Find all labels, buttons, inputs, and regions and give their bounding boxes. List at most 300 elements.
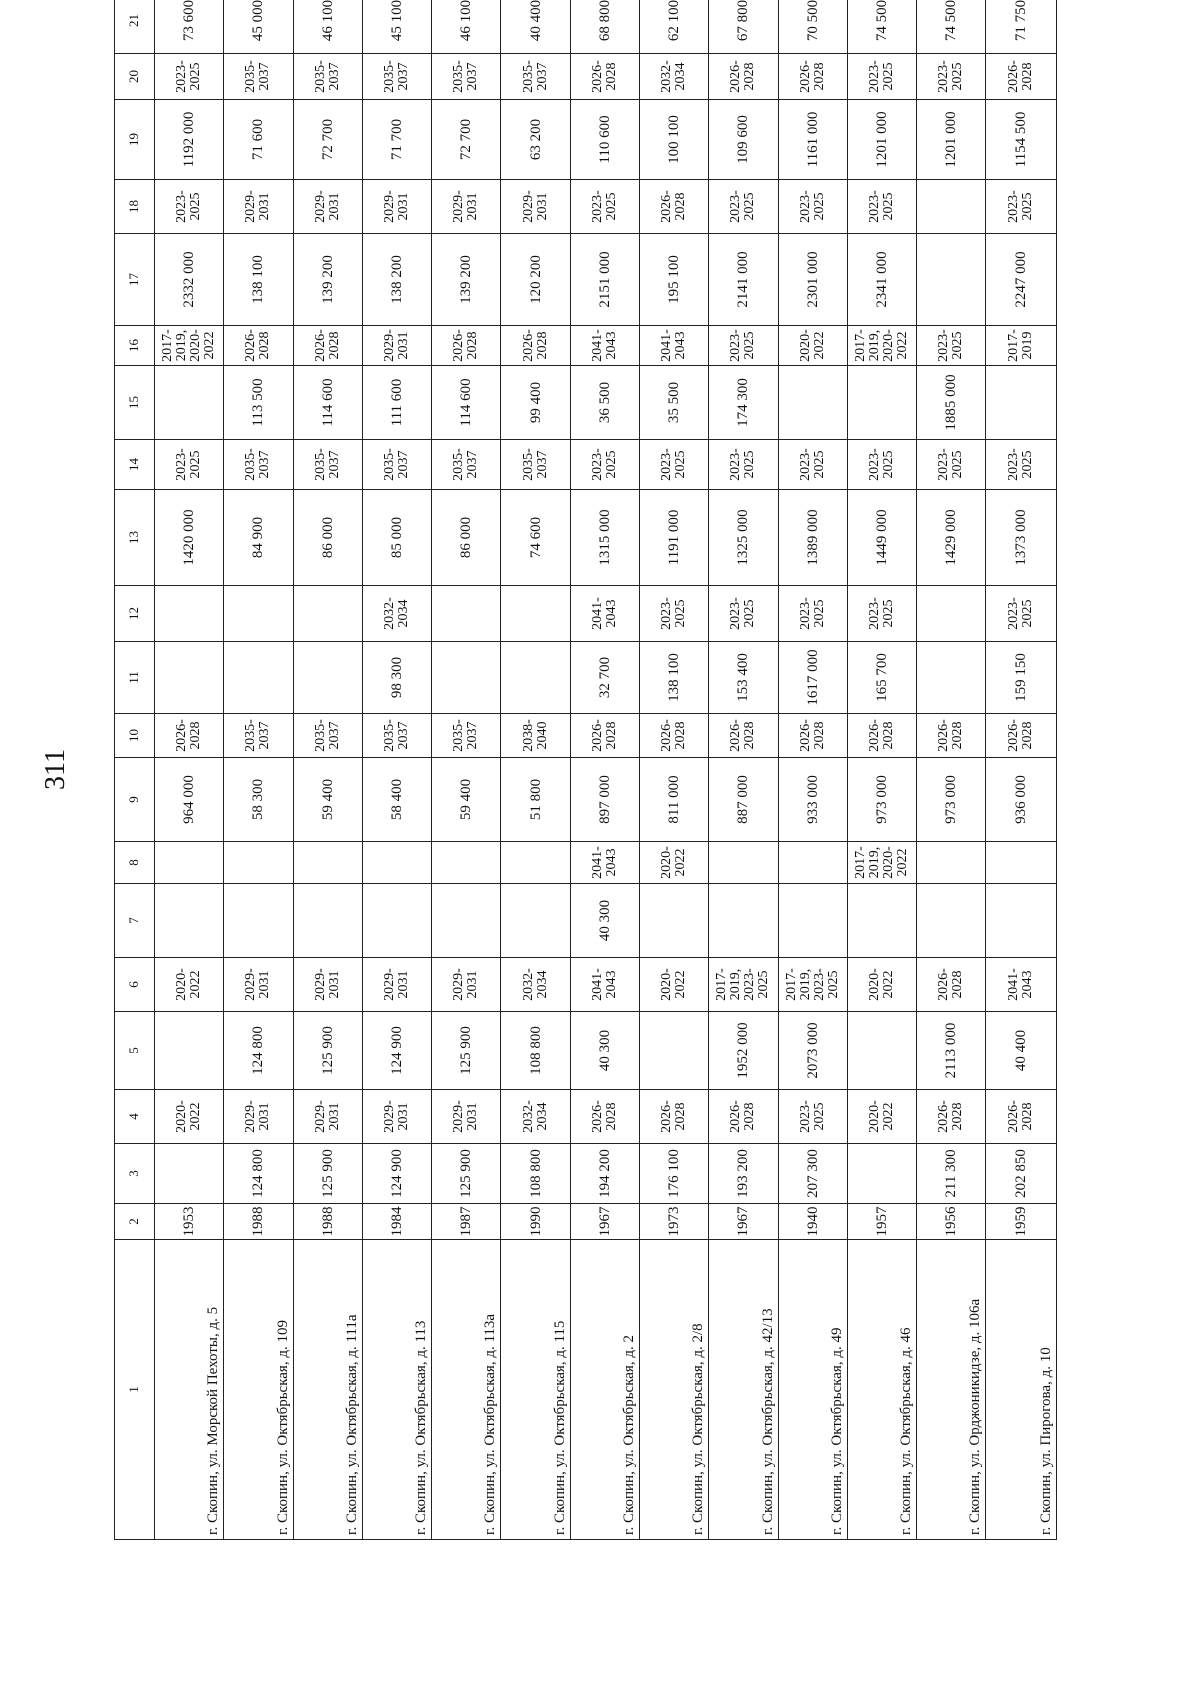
table-cell: 2035- 2037 [293,714,362,758]
table-cell [917,884,986,958]
table-cell: 1161 000 [778,100,847,180]
table-cell: 936 000 [986,758,1057,842]
table-cell: 2035- 2037 [432,714,501,758]
header-cell: 4 [115,1090,155,1144]
header-cell: 1 [115,1240,155,1540]
table-cell: 2026- 2028 [917,958,986,1012]
table-cell: 1617 000 [778,642,847,714]
table-cell: 2332 000 [154,234,223,326]
header-cell: 15 [115,366,155,440]
table-cell: 40 300 [570,884,639,958]
table-cell: 110 600 [570,100,639,180]
table-cell: 2023- 2025 [709,180,778,234]
table-cell: 2023- 2025 [709,326,778,366]
table-cell: 2026- 2028 [778,54,847,100]
table-cell: 125 900 [293,1144,362,1204]
table-cell: 1449 000 [847,490,916,586]
table-cell [432,642,501,714]
table-cell: 2029- 2031 [224,180,293,234]
table-cell [778,366,847,440]
table-cell: 1987 [432,1204,501,1240]
table-cell: 159 150 [986,642,1057,714]
table-cell: 2029- 2031 [432,958,501,1012]
table-cell: 2023- 2025 [639,440,708,490]
table-cell: 2035- 2037 [501,54,570,100]
table-cell: 2029- 2031 [362,1090,431,1144]
table-cell [501,842,570,884]
table-cell: 2035- 2037 [293,440,362,490]
table-cell: 2026- 2028 [570,1090,639,1144]
table-cell: 35 500 [639,366,708,440]
table-cell: 1956 [917,1204,986,1240]
table-cell [709,842,778,884]
table-cell: 74 500 [847,0,916,54]
table-cell: 40 400 [501,0,570,54]
address-cell: г. Скопин, ул. Октябрьская, д. 42/13 [709,1240,778,1540]
address-cell: г. Скопин, ул. Октябрьская, д. 2/8 [639,1240,708,1540]
table-cell: 1154 500 [986,100,1057,180]
table-cell [293,842,362,884]
table-cell: 2017- 2019, 2023- 2025 [778,958,847,1012]
table-cell: 2041- 2043 [639,326,708,366]
table-cell: 74 600 [501,490,570,586]
table-cell: 897 000 [570,758,639,842]
table-cell: 138 100 [224,234,293,326]
table-cell: 2029- 2031 [501,180,570,234]
table-cell: 2029- 2031 [432,1090,501,1144]
table-cell: 2026- 2028 [432,326,501,366]
header-cell: 12 [115,586,155,642]
table-cell: 2023- 2025 [778,1090,847,1144]
table-cell: 68 800 [570,0,639,54]
table-row [917,0,986,1540]
table-cell [778,842,847,884]
table-cell: 2026- 2028 [501,326,570,366]
table-cell: 45 000 [224,0,293,54]
table-cell: 1988 [293,1204,362,1240]
table-cell [293,586,362,642]
table-cell: 109 600 [709,100,778,180]
table-cell: 2023- 2025 [917,54,986,100]
table-cell: 2023- 2025 [639,586,708,642]
table-cell: 2026- 2028 [917,714,986,758]
table-cell: 2023- 2025 [847,586,916,642]
table-cell [501,586,570,642]
table-cell: 98 300 [362,642,431,714]
table-cell: 2026- 2028 [709,1090,778,1144]
table-cell: 2017- 2019, 2023- 2025 [709,958,778,1012]
table-cell: 2041- 2043 [570,586,639,642]
table-cell: 2023- 2025 [986,586,1057,642]
table-row [986,0,1057,1540]
table-cell: 2029- 2031 [224,1090,293,1144]
header-cell: 9 [115,758,155,842]
address-cell: г. Скопин, ул. Морской Пехоты, д. 5 [154,1240,223,1540]
table-cell [154,842,223,884]
table-cell: 2026- 2028 [639,180,708,234]
table-cell: 36 500 [570,366,639,440]
table-cell: 70 500 [778,0,847,54]
data-table [114,0,1057,1540]
table-cell: 2023- 2025 [570,180,639,234]
table-cell [154,642,223,714]
table-cell: 964 000 [154,758,223,842]
table-row [362,0,431,1540]
table-cell: 2020- 2022 [639,842,708,884]
table-cell: 86 000 [293,490,362,586]
table-cell: 114 600 [432,366,501,440]
table-cell: 2023- 2025 [709,440,778,490]
header-cell: 7 [115,884,155,958]
table-cell: 67 800 [709,0,778,54]
rotated-table-container [114,0,1057,1540]
table-row [639,0,708,1540]
header-cell: 2 [115,1204,155,1240]
table-cell: 2026- 2028 [224,326,293,366]
table-cell: 32 700 [570,642,639,714]
table-cell: 139 200 [432,234,501,326]
table-cell: 1192 000 [154,100,223,180]
table-cell [154,1012,223,1090]
table-cell: 2026- 2028 [986,54,1057,100]
table-row [224,0,293,1540]
table-cell: 2017- 2019 [986,326,1057,366]
table-cell: 973 000 [917,758,986,842]
table-cell: 194 200 [570,1144,639,1204]
address-cell: г. Скопин, ул. Октябрьская, д. 109 [224,1240,293,1540]
table-cell: 2035- 2037 [432,54,501,100]
table-cell: 71 750 [986,0,1057,54]
table-cell: 46 100 [293,0,362,54]
table-cell: 2026- 2028 [709,54,778,100]
table-cell: 2301 000 [778,234,847,326]
table-cell [224,642,293,714]
table-cell: 120 200 [501,234,570,326]
table-cell: 2029- 2031 [362,958,431,1012]
header-cell: 17 [115,234,155,326]
table-row [154,0,223,1540]
table-cell: 2026- 2028 [639,714,708,758]
table-cell: 2017- 2019, 2020- 2022 [154,326,223,366]
table-cell: 2041- 2043 [570,842,639,884]
address-cell: г. Скопин, ул. Орджоникидзе, д. 106а [917,1240,986,1540]
table-cell: 1957 [847,1204,916,1240]
table-cell: 973 000 [847,758,916,842]
table-cell [154,1144,223,1204]
header-cell: 13 [115,490,155,586]
table-cell: 58 400 [362,758,431,842]
table-row [432,0,501,1540]
address-cell: г. Скопин, ул. Октябрьская, д. 115 [501,1240,570,1540]
table-cell: 176 100 [639,1144,708,1204]
table-cell: 2023- 2025 [917,326,986,366]
table-cell [917,180,986,234]
table-cell: 2026- 2028 [917,1090,986,1144]
table-cell: 2023- 2025 [847,440,916,490]
table-cell [224,842,293,884]
table-cell: 99 400 [501,366,570,440]
table-cell: 174 300 [709,366,778,440]
header-cell: 21 [115,0,155,54]
table-cell: 51 800 [501,758,570,842]
table-cell: 2026- 2028 [709,714,778,758]
table-cell: 2035- 2037 [501,440,570,490]
table-cell [847,1144,916,1204]
table-cell: 1967 [570,1204,639,1240]
table-cell [847,1012,916,1090]
table-cell: 1201 000 [917,100,986,180]
table-cell: 45 100 [362,0,431,54]
table-cell: 2023- 2025 [847,54,916,100]
table-cell [639,884,708,958]
table-cell: 2026- 2028 [986,1090,1057,1144]
table-cell: 2032- 2034 [362,586,431,642]
table-cell: 811 000 [639,758,708,842]
table-cell: 58 300 [224,758,293,842]
table-cell: 2032- 2034 [501,958,570,1012]
table-cell [917,586,986,642]
table-cell: 2035- 2037 [293,54,362,100]
table-cell [709,884,778,958]
table-cell [986,884,1057,958]
header-cell: 10 [115,714,155,758]
table-cell [639,1012,708,1090]
table-cell: 207 300 [778,1144,847,1204]
table-cell: 2035- 2037 [224,440,293,490]
table-cell: 124 800 [224,1144,293,1204]
table-cell: 195 100 [639,234,708,326]
table-cell: 2023- 2025 [570,440,639,490]
table-cell: 2026- 2028 [154,714,223,758]
table-cell: 153 400 [709,642,778,714]
table-cell: 125 900 [432,1012,501,1090]
table-cell: 2247 000 [986,234,1057,326]
table-cell: 887 000 [709,758,778,842]
table-cell: 1940 [778,1204,847,1240]
table-cell: 2032- 2034 [639,54,708,100]
table-cell: 2023- 2025 [778,180,847,234]
table-cell: 1990 [501,1204,570,1240]
table-cell: 59 400 [432,758,501,842]
table-cell: 1420 000 [154,490,223,586]
table-cell [362,842,431,884]
table-cell: 2026- 2028 [986,714,1057,758]
table-cell: 63 200 [501,100,570,180]
table-cell: 2023- 2025 [847,180,916,234]
table-cell: 84 900 [224,490,293,586]
table-cell: 2073 000 [778,1012,847,1090]
table-cell: 1373 000 [986,490,1057,586]
table-cell: 1973 [639,1204,708,1240]
table-cell: 2023- 2025 [986,440,1057,490]
table-cell [224,586,293,642]
table-cell: 85 000 [362,490,431,586]
table-cell: 124 800 [224,1012,293,1090]
address-cell: г. Скопин, ул. Октябрьская, д. 113а [432,1240,501,1540]
table-cell [501,642,570,714]
table-cell [432,884,501,958]
table-cell: 125 900 [432,1144,501,1204]
table-cell [432,842,501,884]
table-cell: 2020- 2022 [847,1090,916,1144]
header-cell: 8 [115,842,155,884]
table-cell: 2041- 2043 [570,958,639,1012]
table-cell: 1201 000 [847,100,916,180]
table-cell [847,366,916,440]
table-row [570,0,639,1540]
table-cell: 114 600 [293,366,362,440]
table-cell: 202 850 [986,1144,1057,1204]
table-cell: 2035- 2037 [224,714,293,758]
table-cell: 2017- 2019, 2020- 2022 [847,842,916,884]
table-cell [501,884,570,958]
page-number: 311 [40,749,71,790]
table-cell: 2023- 2025 [986,180,1057,234]
table-cell: 72 700 [293,100,362,180]
table-cell: 2035- 2037 [362,54,431,100]
address-cell: г. Скопин, ул. Пирогова, д. 10 [986,1240,1057,1540]
table-cell [917,642,986,714]
table-cell: 74 500 [917,0,986,54]
table-cell: 2026- 2028 [570,714,639,758]
table-cell: 73 600 [154,0,223,54]
table-cell: 1191 000 [639,490,708,586]
table-cell [917,234,986,326]
table-cell: 40 400 [986,1012,1057,1090]
table-cell: 2151 000 [570,234,639,326]
table-cell [362,884,431,958]
table-cell: 1429 000 [917,490,986,586]
table-cell: 62 100 [639,0,708,54]
table-cell: 1967 [709,1204,778,1240]
header-cell: 18 [115,180,155,234]
table-cell: 1953 [154,1204,223,1240]
table-cell: 2023- 2025 [154,54,223,100]
table-row [293,0,362,1540]
table-cell: 71 600 [224,100,293,180]
table-cell: 113 500 [224,366,293,440]
table-cell [432,586,501,642]
table-cell: 59 400 [293,758,362,842]
table-cell: 2026- 2028 [847,714,916,758]
table-cell: 108 800 [501,1012,570,1090]
table-cell: 2020- 2022 [847,958,916,1012]
table-cell [986,366,1057,440]
table-cell: 2029- 2031 [362,326,431,366]
table-cell: 2029- 2031 [293,180,362,234]
header-cell: 14 [115,440,155,490]
table-cell: 1984 [362,1204,431,1240]
table-cell [778,884,847,958]
table-cell: 2023- 2025 [709,586,778,642]
table-cell: 2020- 2022 [154,1090,223,1144]
table-cell: 2020- 2022 [639,958,708,1012]
table-cell: 2026- 2028 [293,326,362,366]
table-row [709,0,778,1540]
table-cell: 2035- 2037 [224,54,293,100]
header-cell: 16 [115,326,155,366]
address-cell: г. Скопин, ул. Октябрьская, д. 46 [847,1240,916,1540]
table-cell: 46 100 [432,0,501,54]
table-cell: 2026- 2028 [570,54,639,100]
header-cell: 5 [115,1012,155,1090]
table-cell: 2029- 2031 [362,180,431,234]
table-cell: 165 700 [847,642,916,714]
table-cell: 2020- 2022 [154,958,223,1012]
table-cell [293,642,362,714]
table-cell: 2038- 2040 [501,714,570,758]
table-cell: 211 300 [917,1144,986,1204]
table-cell: 1959 [986,1204,1057,1240]
address-cell: г. Скопин, ул. Октябрьская, д. 111а [293,1240,362,1540]
table-cell: 71 700 [362,100,431,180]
table-cell: 2035- 2037 [432,440,501,490]
table-cell: 139 200 [293,234,362,326]
table-cell: 2023- 2025 [154,440,223,490]
table-cell [154,884,223,958]
table-cell [917,842,986,884]
table-cell: 1952 000 [709,1012,778,1090]
table-cell: 2029- 2031 [293,958,362,1012]
table-cell: 2041- 2043 [986,958,1057,1012]
table-cell: 2026- 2028 [778,714,847,758]
table-cell: 40 300 [570,1012,639,1090]
address-cell: г. Скопин, ул. Октябрьская, д. 2 [570,1240,639,1540]
table-row [501,0,570,1540]
table-cell: 100 100 [639,100,708,180]
table-cell: 138 200 [362,234,431,326]
table-cell [224,884,293,958]
table-cell: 111 600 [362,366,431,440]
table-cell: 2026- 2028 [639,1090,708,1144]
table-cell: 2113 000 [917,1012,986,1090]
table-cell: 72 700 [432,100,501,180]
table-cell: 138 100 [639,642,708,714]
table-cell: 2023- 2025 [778,586,847,642]
table-cell [154,366,223,440]
table-cell: 2023- 2025 [778,440,847,490]
table-cell: 2035- 2037 [362,440,431,490]
table-cell: 2020- 2022 [778,326,847,366]
table-cell: 1389 000 [778,490,847,586]
table-cell: 1885 000 [917,366,986,440]
table-cell: 1315 000 [570,490,639,586]
address-cell: г. Скопин, ул. Октябрьская, д. 49 [778,1240,847,1540]
header-cell: 6 [115,958,155,1012]
table-cell: 86 000 [432,490,501,586]
table-cell: 1325 000 [709,490,778,586]
table-cell: 2341 000 [847,234,916,326]
header-cell: 20 [115,54,155,100]
table-cell: 1988 [224,1204,293,1240]
address-cell: г. Скопин, ул. Октябрьская, д. 113 [362,1240,431,1540]
table-cell: 125 900 [293,1012,362,1090]
table-row [778,0,847,1540]
table-cell: 2029- 2031 [293,1090,362,1144]
table-cell: 2032- 2034 [501,1090,570,1144]
table-cell [847,884,916,958]
header-cell: 19 [115,100,155,180]
table-cell: 124 900 [362,1144,431,1204]
table-cell: 2029- 2031 [224,958,293,1012]
table-cell: 2035- 2037 [362,714,431,758]
table-cell: 193 200 [709,1144,778,1204]
table-cell: 2041- 2043 [570,326,639,366]
header-cell: 11 [115,642,155,714]
table-cell: 933 000 [778,758,847,842]
table-cell: 2023- 2025 [917,440,986,490]
header-cell: 3 [115,1144,155,1204]
